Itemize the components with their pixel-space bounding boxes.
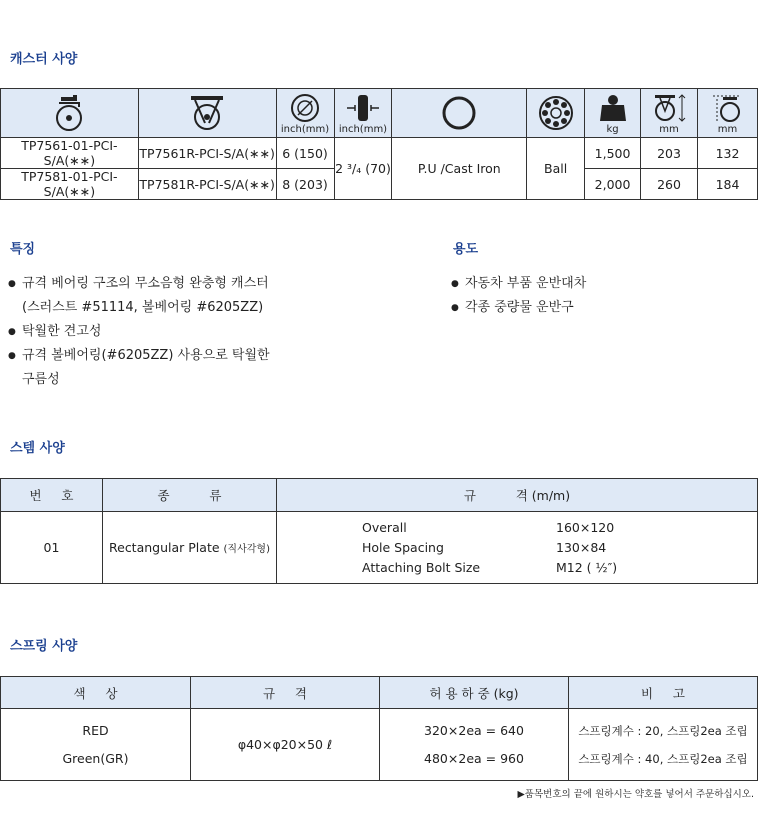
overall-height-unit: mm: [659, 124, 679, 135]
swivel-offset-unit: mm: [717, 124, 738, 135]
caster-section-title: 캐스터 사양: [10, 52, 78, 67]
usage-item: ● 각종 중량물 운반구: [451, 296, 586, 320]
wheel-diameter-icon: [290, 93, 320, 123]
wheel-width-icon: [345, 93, 381, 123]
model-swivel-cell: TP7581-01-PCI-S/A(∗∗): [1, 169, 139, 200]
swivel-offset-icon-cell: [697, 89, 757, 138]
bearing-icon-cell: [527, 89, 585, 138]
tire-ring-icon: [441, 95, 477, 131]
ball-bearing-icon: [538, 95, 574, 131]
spring-note: 스프링계수 : 20, 스프링2ea 조립: [578, 723, 748, 738]
tire-material-icon-cell: [392, 89, 527, 138]
stem-header-no: 번 호: [1, 479, 103, 512]
feature-item-continuation: (스러스트 #51114, 볼베어링 #6205ZZ): [22, 300, 264, 315]
spring-header-spec: 규 격: [191, 677, 380, 709]
wheel-width-unit: inch(mm): [338, 124, 388, 135]
spring-load: 480×2ea = 960: [424, 750, 524, 766]
height-dimension-icon: [651, 93, 687, 123]
load-capacity-icon-cell: [585, 89, 641, 138]
stem-section-title: 스템 사양: [10, 441, 65, 456]
feature-item: ● 규격 볼베어링(#6205ZZ) 사용으로 탁월한: [8, 344, 270, 368]
spring-note-cell: [569, 709, 758, 781]
model-rigid-cell: TP7581R-PCI-S/A(∗∗): [138, 169, 276, 200]
load-capacity-cell: 1,500: [585, 138, 641, 169]
caster-spec-table: [0, 88, 758, 200]
bearing-cell: Ball: [527, 138, 585, 200]
load-capacity-cell: 2,000: [585, 169, 641, 200]
wheel-diameter-icon-cell: [276, 89, 334, 138]
stem-spec-cell: [277, 512, 758, 584]
model-rigid-cell: TP7561R-PCI-S/A(∗∗): [138, 138, 276, 169]
usage-list: [451, 272, 586, 320]
wheel-diameter-cell: 6 (150): [276, 138, 334, 169]
tire-material-cell: P.U /Cast Iron: [392, 138, 527, 200]
spring-load: 320×2ea = 640: [424, 722, 524, 738]
offset-dimension-icon: [709, 93, 745, 123]
feature-item-continuation: 구름성: [22, 372, 60, 387]
load-capacity-unit: kg: [606, 124, 619, 135]
swivel-offset-cell: 132: [697, 138, 757, 169]
swivel-caster-icon-cell: [1, 89, 139, 138]
swivel-caster-icon: [49, 93, 89, 133]
stem-type-label: Rectangular Plate: [109, 540, 220, 555]
overall-height-icon-cell: [641, 89, 698, 138]
spring-header-color: 색 상: [1, 677, 191, 709]
spec-value: 160×120: [556, 519, 615, 535]
spring-header-note: 비 고: [569, 677, 758, 709]
order-footnote: ▶품목번호의 끝에 원하시는 약호를 넣어서 주문하십시오.: [517, 789, 754, 800]
wheel-diameter-cell: 8 (203): [276, 169, 334, 200]
usage-section-title: 용도: [453, 242, 479, 257]
feature-item: ● 규격 베어링 구조의 무소음형 완충형 캐스터: [8, 272, 270, 296]
weight-icon: [599, 93, 627, 123]
model-swivel-cell: TP7561-01-PCI-S/A(∗∗): [1, 138, 139, 169]
overall-height-cell: 260: [641, 169, 698, 200]
feature-item: ● 탁월한 견고성: [8, 320, 270, 344]
spring-color-cell: [1, 709, 191, 781]
features-list: [8, 272, 270, 392]
wheel-width-cell: 2 ³/₄ (70): [334, 138, 392, 200]
wheel-width-icon-cell: [334, 89, 392, 138]
spring-load-cell: [380, 709, 569, 781]
stem-no-cell: 01: [1, 512, 103, 584]
spec-label: Hole Spacing: [362, 539, 444, 555]
spec-label: Overall: [362, 519, 407, 535]
spring-spec-table: [0, 676, 758, 781]
spec-value: 130×84: [556, 539, 607, 555]
stem-type-cell: [103, 512, 277, 584]
features-section-title: 특징: [10, 242, 36, 257]
spring-dimension-cell: φ40×φ20×50 ℓ: [191, 709, 380, 781]
rigid-caster-icon: [185, 93, 229, 133]
stem-spec-table: [0, 478, 758, 584]
rigid-caster-icon-cell: [138, 89, 276, 138]
spring-note: 스프링계수 : 40, 스프링2ea 조립: [578, 751, 748, 766]
overall-height-cell: 203: [641, 138, 698, 169]
stem-header-spec: 규 격 (m/m): [277, 479, 758, 512]
spring-color: RED: [82, 722, 109, 738]
spring-color: Green(GR): [62, 750, 129, 766]
wheel-diameter-unit: inch(mm): [280, 124, 330, 135]
spring-header-load: 허 용 하 중 (kg): [380, 677, 569, 709]
swivel-offset-cell: 184: [697, 169, 757, 200]
usage-item: ● 자동차 부품 운반대차: [451, 272, 586, 296]
stem-type-note: (직사각형): [223, 544, 270, 555]
stem-header-type: 종 류: [103, 479, 277, 512]
spring-section-title: 스프링 사양: [10, 639, 78, 654]
spec-label: Attaching Bolt Size: [362, 559, 481, 575]
spec-value: M12 ( ½″): [556, 559, 618, 575]
